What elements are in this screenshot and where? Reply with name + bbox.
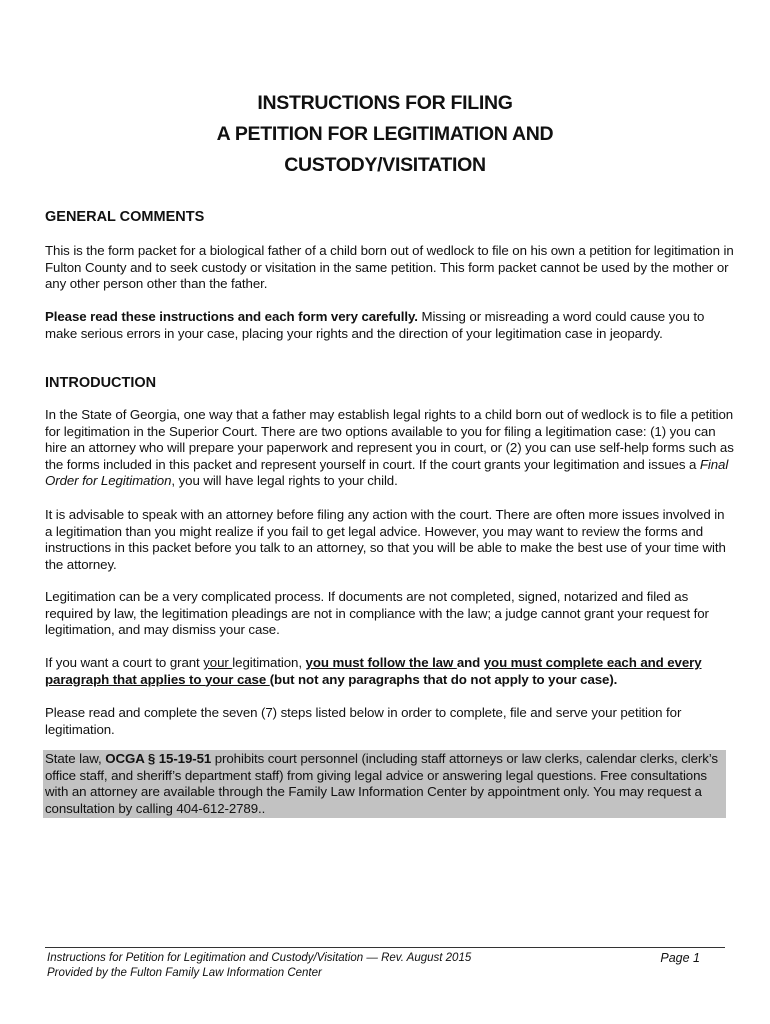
general-comments-heading: GENERAL COMMENTS (45, 209, 205, 225)
intro-p1-text-b: , you will have legal rights to your child. (171, 473, 398, 488)
introduction-paragraph-2: It is advisable to speak with an attorney before filing any action with the court. There are often more issues involved in a legitimation than you might realize if you fail to get legal advice. However, you may want to review the forms and instructions in this packet before you talk to an attorney, so that you will be able to make the best use of your time with the attorney. (45, 507, 726, 572)
legal-advice-notice-box (43, 750, 726, 818)
notice-text-a: State law, (45, 751, 106, 766)
intro-p4-text-b: legitimation, (232, 655, 306, 670)
ocga-code: OCGA § 15-19-51 (105, 751, 212, 766)
read-carefully-text: Missing or misreading a word could cause you to make serious errors in your case, placing your rights and the direction of your legitimation case in jeopardy. (45, 309, 705, 341)
intro-p1-text-a: In the State of Georgia, one way that a father may establish legal rights to a child born out of wedlock is to file a petition for legitimation in the Superior Court. There are two options available to you for filing a legitimation case: (1) you can hire an attorney who will prepare your paperwork and represent you in court, or (2) you can use self-help forms such as the forms included in this packet and represent yourself in court. If the court grants your legitimation and issues a (45, 407, 734, 472)
intro-p4-and: and (456, 655, 484, 670)
introduction-paragraph-4 (45, 655, 735, 688)
your-underlined: your (203, 655, 233, 670)
title-line-2: A PETITION FOR LEGITIMATION AND (216, 123, 554, 145)
introduction-paragraph-5: Please read and complete the seven (7) steps listed below in order to complete, file and serve your petition for legitimation. (45, 705, 682, 737)
general-comments-paragraph-1: This is the form packet for a biological father of a child born out of wedlock to file on his own a petition for legitimation in Fulton County and to seek custody or visitation in the same petition. This form packet cannot be used by the mother or any other person other than the father. (45, 243, 734, 291)
must-complete-emphasis: you must complete each and every paragraph that applies to your case (45, 655, 702, 687)
title-line-3: CUSTODY/VISITATION (284, 154, 486, 176)
introduction-paragraph-3: Legitimation can be a very complicated process. If documents are not completed, signed, notarized and filed as required by law, the legitimation pleadings are not in compliance with the law; a judge cannot grant your request for legitimation, and may dismiss your case. (45, 589, 709, 637)
title-line-1: INSTRUCTIONS FOR FILING (257, 92, 513, 114)
intro-p4-text-a: If you want a court to grant (45, 655, 204, 670)
introduction-paragraph-1 (45, 407, 735, 490)
must-follow-law-emphasis: you must follow the law (305, 655, 457, 670)
notice-text-b: prohibits court personnel (including staff attorneys or law clerks, calendar clerks, clerk’s office staff, and sheriff’s department staff) from giving legal advice or answering legal questions. Free consultations with an attorney are available through the Family Law Information Center by appointment only. You may request a consultation by calling 404-612-2789.. (45, 751, 718, 816)
footer-citation: Instructions for Petition for Legitimation and Custody/Visitation — Rev. August 2015 Provided by the Fulton Family Law Information Center (47, 952, 472, 979)
legal-advice-notice-text (45, 751, 725, 817)
document-title (0, 88, 770, 181)
final-order-title: Final Order for Legitimation (45, 456, 729, 488)
footer-divider (45, 947, 725, 948)
page-number: Page 1 (660, 951, 700, 965)
intro-p4-end: (but not any paragraphs that do not apply to your case). (269, 671, 618, 687)
introduction-heading: INTRODUCTION (45, 375, 157, 391)
general-comments-paragraph-2 (45, 309, 735, 342)
read-carefully-emphasis: Please read these instructions and each form very carefully. (45, 309, 418, 324)
